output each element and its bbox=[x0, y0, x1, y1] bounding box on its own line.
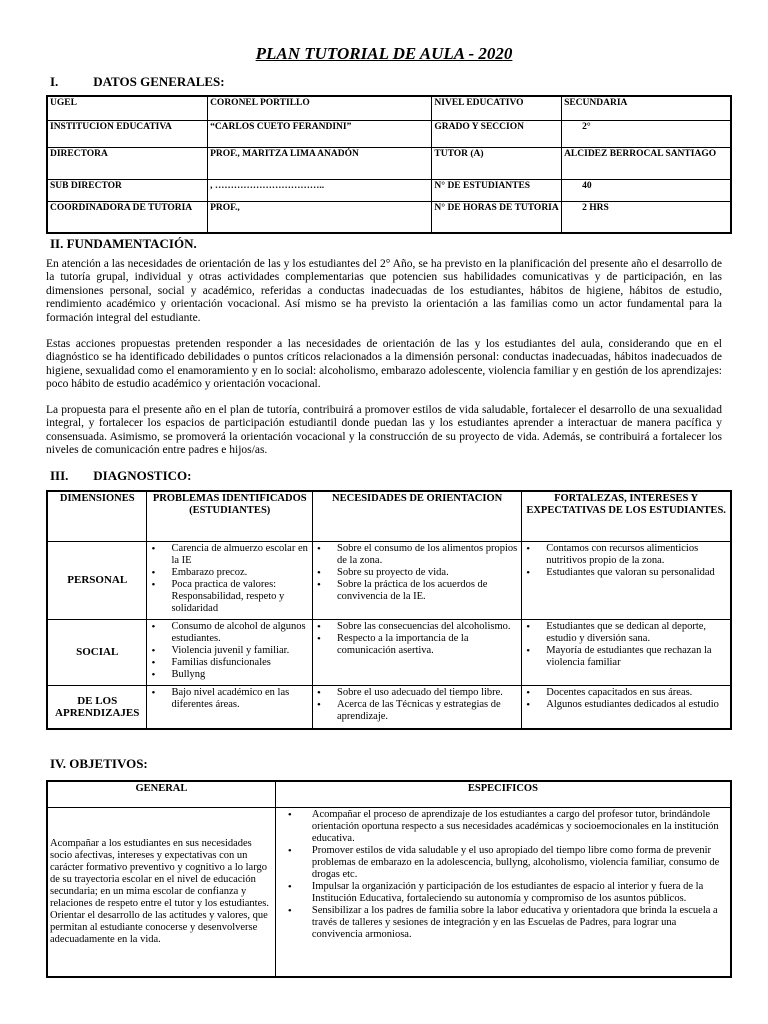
list-item: • Promover estilos de vida saludable y el uso apropiado del tiempo libre como forma de prevenir problemas de embarazo en la adolescencia, bullyng, alcoholismo, violencia familiar, consumo de drogas etc. bbox=[312, 845, 728, 881]
field-label: N° DE ESTUDIANTES bbox=[432, 179, 562, 201]
list-item: • Docentes capacitados en sus áreas. bbox=[546, 687, 728, 699]
list-item: • Sensibilizar a los padres de familia sobre la labor educativa y orientadora que brinda la escuela a través de talleres y sesiones de integración y en las Escuelas de Padres, para lograr una convivencia armoniosa. bbox=[312, 905, 728, 941]
list-item: • Impulsar la organización y participación de los estudiantes de espacio al interior y fuera de la Institución Educativa, fortaleciendo su autonomía y compromiso de los asuntos públicos. bbox=[312, 881, 728, 905]
field-label: COORDINADORA DE TUTORIA bbox=[47, 201, 208, 233]
table-header-row bbox=[47, 781, 731, 807]
strengths-cell bbox=[522, 619, 731, 685]
table-row bbox=[47, 619, 731, 685]
field-value: CORONEL PORTILLO bbox=[208, 96, 432, 120]
field-label: INSTITUCION EDUCATIVA bbox=[47, 120, 208, 147]
section-number: I. bbox=[50, 74, 59, 89]
column-header: PROBLEMAS IDENTIFICADOS (ESTUDIANTES) bbox=[147, 491, 313, 541]
strengths-cell bbox=[522, 685, 731, 729]
section-number: III. bbox=[50, 468, 69, 483]
table-row bbox=[47, 541, 731, 619]
list-item: • Bajo nivel académico en las diferentes áreas. bbox=[171, 687, 310, 711]
column-header: ESPECIFICOS bbox=[275, 781, 731, 807]
dimension-cell: PERSONAL bbox=[47, 541, 147, 619]
column-header: NECESIDADES DE ORIENTACION bbox=[313, 491, 522, 541]
section-datos-generales bbox=[50, 74, 225, 90]
list-item: • Sobre las consecuencias del alcoholismo. bbox=[337, 621, 519, 633]
problems-cell bbox=[147, 685, 313, 729]
column-header: FORTALEZAS, INTERESES Y EXPECTATIVAS DE LOS ESTUDIANTES. bbox=[522, 491, 731, 541]
diagnostico-table bbox=[46, 490, 732, 730]
list-item: • Acerca de las Técnicas y estrategias de aprendizaje. bbox=[337, 699, 519, 723]
field-label: TUTOR (A) bbox=[432, 147, 562, 179]
list-item: • Violencia juvenil y familiar. bbox=[171, 645, 310, 657]
specific-objectives bbox=[275, 807, 731, 977]
needs-cell bbox=[313, 541, 522, 619]
field-value: 2° bbox=[562, 120, 731, 147]
table-row bbox=[47, 685, 731, 729]
problems-cell bbox=[147, 619, 313, 685]
field-label: DIRECTORA bbox=[47, 147, 208, 179]
list-item: • Familias disfuncionales bbox=[171, 657, 310, 669]
list-item: • Bullyng bbox=[171, 669, 310, 681]
objetivos-table bbox=[46, 780, 732, 978]
list-item: • Estudiantes que valoran su personalidad bbox=[546, 567, 728, 579]
table-row bbox=[47, 807, 731, 977]
table-row bbox=[47, 147, 731, 179]
field-value: , …………………………….. bbox=[208, 179, 432, 201]
paragraph: La propuesta para el presente año en el plan de tutoría, contribuirá a promover estilos de vida saludable, fortalecer el desarrollo de una sexualidad integral, y fortalecer los espacios de participación estudiantil donde puedan las y los estudiantes aprender a interactuar de manera pacífica y consensuada. Asimismo, se promoverá la orientación vocacional y la construcción de su proyecto de vida. Además, se contribuirá a fortalecer los niveles de comunicación entre padres e hijos/as. bbox=[46, 404, 722, 457]
general-objective: Acompañar a los estudiantes en sus necesidades socio afectivas, intereses y expectativas con un carácter formativo preventivo y cognitivo a lo largo de su trayectoria escolar en el nivel de educación secundaria; en un mima escolar de confianza y relaciones de respeto entre el tutor y los estudiantes. Orientar el desarrollo de las actitudes y valores, que permitan al estudiante conocerse y desenvolverse adecuadamente en la vida. bbox=[47, 807, 275, 977]
general-data-table bbox=[46, 95, 732, 234]
field-label: UGEL bbox=[47, 96, 208, 120]
list-item: • Sobre su proyecto de vida. bbox=[337, 567, 519, 579]
section-label: DIAGNOSTICO: bbox=[93, 468, 192, 483]
strengths-cell bbox=[522, 541, 731, 619]
list-item: • Contamos con recursos alimenticios nutritivos propio de la zona. bbox=[546, 543, 728, 567]
field-label: N° DE HORAS DE TUTORIA bbox=[432, 201, 562, 233]
dimension-cell: SOCIAL bbox=[47, 619, 147, 685]
table-header-row bbox=[47, 491, 731, 541]
section-label: DATOS GENERALES: bbox=[93, 74, 225, 89]
list-item: • Carencia de almuerzo escolar en la IE bbox=[171, 543, 310, 567]
list-item: • Consumo de alcohol de algunos estudiantes. bbox=[171, 621, 310, 645]
problems-cell bbox=[147, 541, 313, 619]
column-header: DIMENSIONES bbox=[47, 491, 147, 541]
field-value: PROF., MARITZA LIMA ANADÓN bbox=[208, 147, 432, 179]
column-header: GENERAL bbox=[47, 781, 275, 807]
table-row bbox=[47, 179, 731, 201]
paragraph: Estas acciones propuestas pretenden responder a las necesidades de orientación de las y los estudiantes del aula, considerando que en el diagnóstico se ha identificado debilidades o puntos críticos relacionados a la dimensión personal: conductas inadecuadas, hábitos inadecuados de higiene, sexualidad como el enamoramiento y en lo social: alcoholismo, embarazo adolescente, violencia familiar y en gestión de los aprendizajes: poco hábito de estudio académico y orientación vocacional. bbox=[46, 338, 722, 391]
field-label: NIVEL EDUCATIVO bbox=[432, 96, 562, 120]
field-value: “CARLOS CUETO FERANDINI” bbox=[208, 120, 432, 147]
table-row bbox=[47, 120, 731, 147]
field-value: ALCIDEZ BERROCAL SANTIAGO bbox=[562, 147, 731, 179]
needs-cell bbox=[313, 685, 522, 729]
field-value: 40 bbox=[562, 179, 731, 201]
dimension-cell: DE LOS APRENDIZAJES bbox=[47, 685, 147, 729]
table-row bbox=[47, 201, 731, 233]
field-value: PROF., bbox=[208, 201, 432, 233]
field-value: SECUNDARIA bbox=[562, 96, 731, 120]
list-item: • Sobre el consumo de los alimentos propios de la zona. bbox=[337, 543, 519, 567]
section-diagnostico bbox=[50, 468, 192, 484]
list-item: • Estudiantes que se dedican al deporte, estudio y diversión sana. bbox=[546, 621, 728, 645]
page-title: PLAN TUTORIAL DE AULA - 2020 bbox=[255, 44, 513, 63]
needs-cell bbox=[313, 619, 522, 685]
paragraph: En atención a las necesidades de orientación de las y los estudiantes del 2° Año, se ha previsto en la planificación del presente año el desarrollo de la tutoría grupal, individual y otras actividades complementarias que potencien sus habilidades comunicativas y de participación, en las dimensiones personal, social y académico, referidas a conductas inadecuadas de los estudiantes, hábitos de higiene, hábitos de estudio, rendimiento académico y orientación vocacional. Así mismo se ha previsto la orientación a las familias como un actor fundamental para la formación integral del estudiante. bbox=[46, 258, 722, 324]
section-objetivos: IV. OBJETIVOS: bbox=[50, 756, 148, 771]
list-item: • Embarazo precoz. bbox=[171, 567, 310, 579]
table-row bbox=[47, 96, 731, 120]
list-item: • Acompañar el proceso de aprendizaje de los estudiantes a cargo del profesor tutor, brindándole orientación oportuna respecto a sus necesidades académicas y socioemocionales en la institución educativa. bbox=[312, 809, 728, 845]
field-label: SUB DIRECTOR bbox=[47, 179, 208, 201]
list-item: • Poca practica de valores: Responsabilidad, respeto y solidaridad bbox=[171, 579, 310, 615]
field-label: GRADO Y SECCION bbox=[432, 120, 562, 147]
list-item: • Sobre la práctica de los acuerdos de convivencia de la IE. bbox=[337, 579, 519, 603]
field-value: 2 HRS bbox=[562, 201, 731, 233]
list-item: • Sobre el uso adecuado del tiempo libre. bbox=[337, 687, 519, 699]
list-item: • Respecto a la importancia de la comunicación asertiva. bbox=[337, 633, 519, 657]
section-fundamentacion: II. FUNDAMENTACIÓN. bbox=[50, 236, 197, 251]
list-item: • Mayoría de estudiantes que rechazan la violencia familiar bbox=[546, 645, 728, 669]
list-item: • Algunos estudiantes dedicados al estudio bbox=[546, 699, 728, 711]
